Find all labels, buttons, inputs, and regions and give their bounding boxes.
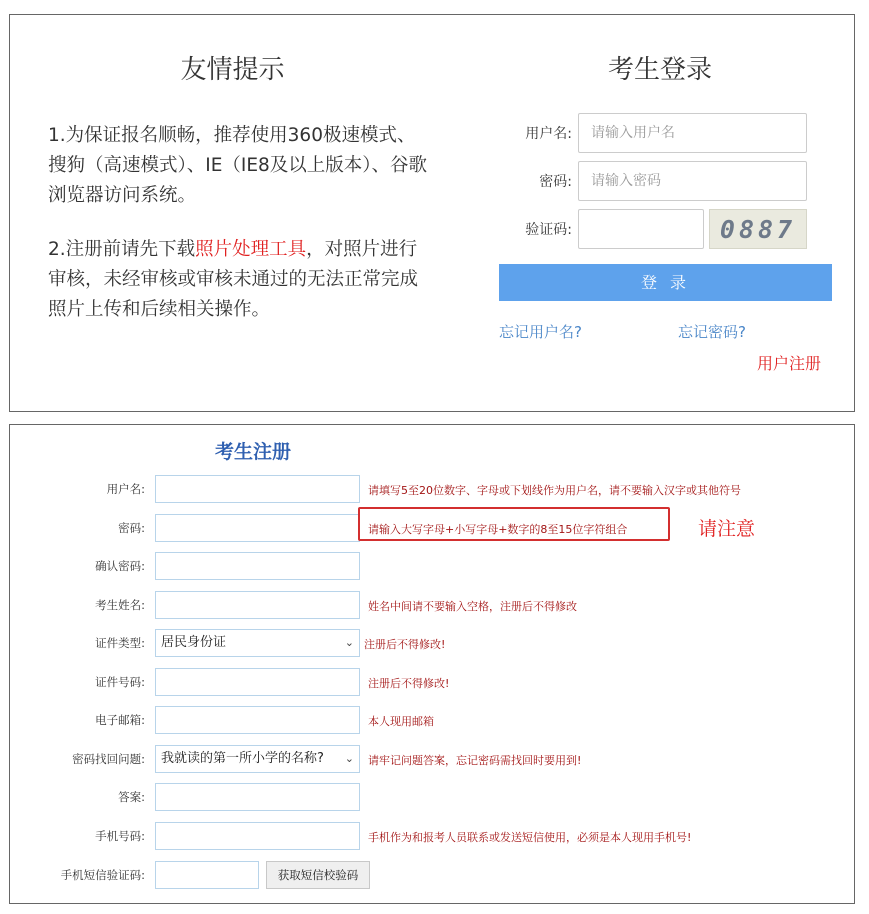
captcha-image[interactable]: 0887 [709, 209, 807, 249]
register-question-hint: 请牢记问题答案，忘记密码需找回时要用到! [368, 754, 582, 767]
register-password-label: 密码: [118, 521, 145, 535]
register-password-hint: 请输入大写字母+小写字母+数字的8至15位字符组合 [368, 523, 628, 536]
login-captcha-label: 验证码: [525, 222, 572, 238]
login-title: 考生登录 [607, 55, 712, 85]
register-phone-input[interactable] [155, 822, 360, 850]
register-id-type-label: 证件类型: [95, 636, 145, 650]
tips-title: 友情提示 [180, 55, 285, 85]
register-confirm-password-label: 确认密码: [95, 559, 145, 573]
register-answer-label: 答案: [118, 790, 145, 804]
register-email-input[interactable] [155, 706, 360, 734]
register-name-row [10, 591, 856, 619]
tips-paragraph-2-start: 2.注册前请先下载 [48, 239, 196, 260]
forgot-username-link[interactable]: 忘记用户名? [499, 323, 582, 341]
register-username-hint: 请填写5至20位数字、字母或下划线作为用户名，请不要输入汉字或其他符号 [368, 484, 741, 497]
register-name-hint: 姓名中间请不要输入空格，注册后不得修改 [368, 600, 577, 613]
register-phone-label: 手机号码: [95, 829, 145, 843]
register-sms-row [10, 861, 856, 889]
register-sms-label: 手机短信验证码: [60, 868, 145, 882]
login-captcha-input[interactable] [578, 209, 704, 249]
register-confirm-password-input[interactable] [155, 552, 360, 580]
get-sms-code-button[interactable]: 获取短信校验码 [266, 861, 370, 889]
login-password-input[interactable]: 请输入密码 [578, 161, 807, 201]
register-username-row [10, 475, 856, 503]
register-id-type-value: 居民身份证 [161, 635, 227, 650]
top-panel [9, 14, 855, 412]
forgot-password-link[interactable]: 忘记密码? [678, 323, 746, 341]
chevron-down-icon: ⌄ [344, 752, 354, 765]
login-username-input[interactable]: 请输入用户名 [578, 113, 807, 153]
photo-tool-link[interactable]: 照片处理工具 [195, 239, 307, 260]
register-username-label: 用户名: [106, 482, 145, 496]
register-id-number-hint: 注册后不得修改! [368, 677, 450, 690]
register-email-row [10, 706, 856, 734]
register-panel [9, 424, 855, 904]
tips-paragraph-2 [48, 235, 428, 325]
register-id-number-row [10, 668, 856, 696]
chevron-down-icon: ⌄ [344, 636, 354, 649]
login-password-label: 密码: [539, 174, 572, 190]
register-id-number-label: 证件号码: [95, 675, 145, 689]
register-name-input[interactable] [155, 591, 360, 619]
register-question-value: 我就读的第一所小学的名称? [161, 751, 324, 766]
register-answer-input[interactable] [155, 783, 360, 811]
register-question-label: 密码找回问题: [72, 752, 145, 766]
register-password-input[interactable] [155, 514, 360, 542]
register-question-select[interactable] [155, 745, 360, 773]
register-id-type-row [10, 629, 856, 657]
login-button[interactable]: 登 录 [499, 264, 832, 301]
register-phone-hint: 手机作为和报考人员联系或发送短信使用，必须是本人现用手机号! [368, 831, 692, 844]
register-id-type-hint: 注册后不得修改! [364, 638, 446, 651]
register-id-number-input[interactable] [155, 668, 360, 696]
register-sms-input[interactable] [155, 861, 259, 889]
tips-paragraph-2-end: ，对照片进行审核，未经审核或审核未通过的无法正常完成照片上传和后续相关操作。 [48, 239, 419, 320]
register-id-type-select[interactable] [155, 629, 360, 657]
register-name-label: 考生姓名: [95, 598, 145, 612]
register-email-label: 电子邮箱: [95, 713, 145, 727]
register-answer-row [10, 783, 856, 811]
register-question-row [10, 745, 856, 773]
tips-paragraph-1: 1.为保证报名顺畅，推荐使用360极速模式、搜狗（高速模式）、IE（IE8及以上版本）、谷歌浏览器访问系统。 [48, 125, 428, 206]
register-password-row [10, 514, 856, 542]
user-register-link[interactable]: 用户注册 [757, 354, 822, 373]
login-username-label: 用户名: [525, 126, 572, 142]
register-confirm-password-row [10, 552, 856, 580]
register-phone-row [10, 822, 856, 850]
register-username-input[interactable] [155, 475, 360, 503]
register-email-hint: 本人现用邮箱 [368, 715, 434, 728]
register-title: 考生注册 [215, 441, 292, 463]
attention-note: 请注意 [698, 518, 756, 540]
